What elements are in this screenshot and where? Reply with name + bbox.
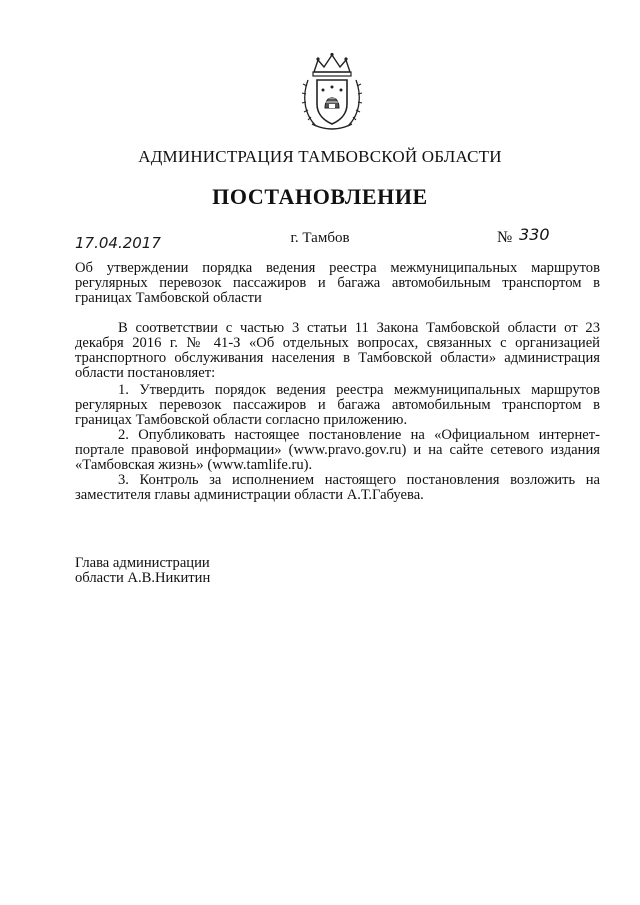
signature-line-2: области А.В.Никитин [75, 570, 211, 586]
organization-title: АДМИНИСТРАЦИЯ ТАМБОВСКОЙ ОБЛАСТИ [138, 147, 502, 166]
document-number-label: № [497, 229, 513, 246]
signature-line-1: Глава администрации [75, 555, 210, 571]
document-date: 17.04.2017 [75, 234, 161, 252]
document-city: г. Тамбов [290, 230, 350, 246]
document-type: ПОСТАНОВЛЕНИЕ [212, 184, 428, 209]
document-number: 330 [519, 225, 550, 244]
signature-block [75, 556, 210, 586]
item-paragraph-3: 3. Контроль за исполнением настоящего постановления возложить на заместителя главы администрации области А.Т.Габуева. [75, 472, 600, 503]
preamble-paragraph: В соответствии с частью 3 статьи 11 Закона Тамбовской области от 23 декабря 2016 г. № 41-З «Об отдельных вопросах, связанных с организацией транспортного обслуживания населения в Тамбовской области» администрация области постановляет: [75, 320, 600, 381]
document-body [75, 321, 600, 503]
document-subject: Об утверждении порядка ведения реестра межмуниципальных маршрутов регулярных перевозок пассажиров и багажа автомобильным транспортом в границах Тамбовской области [75, 260, 600, 306]
item-paragraph-1: 1. Утвердить порядок ведения реестра межмуниципальных маршрутов регулярных перевозок пассажиров и багажа автомобильным транспортом в границах Тамбовской области согласно приложению. [75, 382, 600, 428]
coat-of-arms-icon [300, 52, 364, 132]
item-paragraph-2: 2. Опубликовать настоящее постановление на «Официальном интернет-портале правовой информации» (www.pravo.gov.ru) и на сайте сетевого издания «Тамбовская жизнь» (www.tamlife.ru). [75, 427, 600, 473]
